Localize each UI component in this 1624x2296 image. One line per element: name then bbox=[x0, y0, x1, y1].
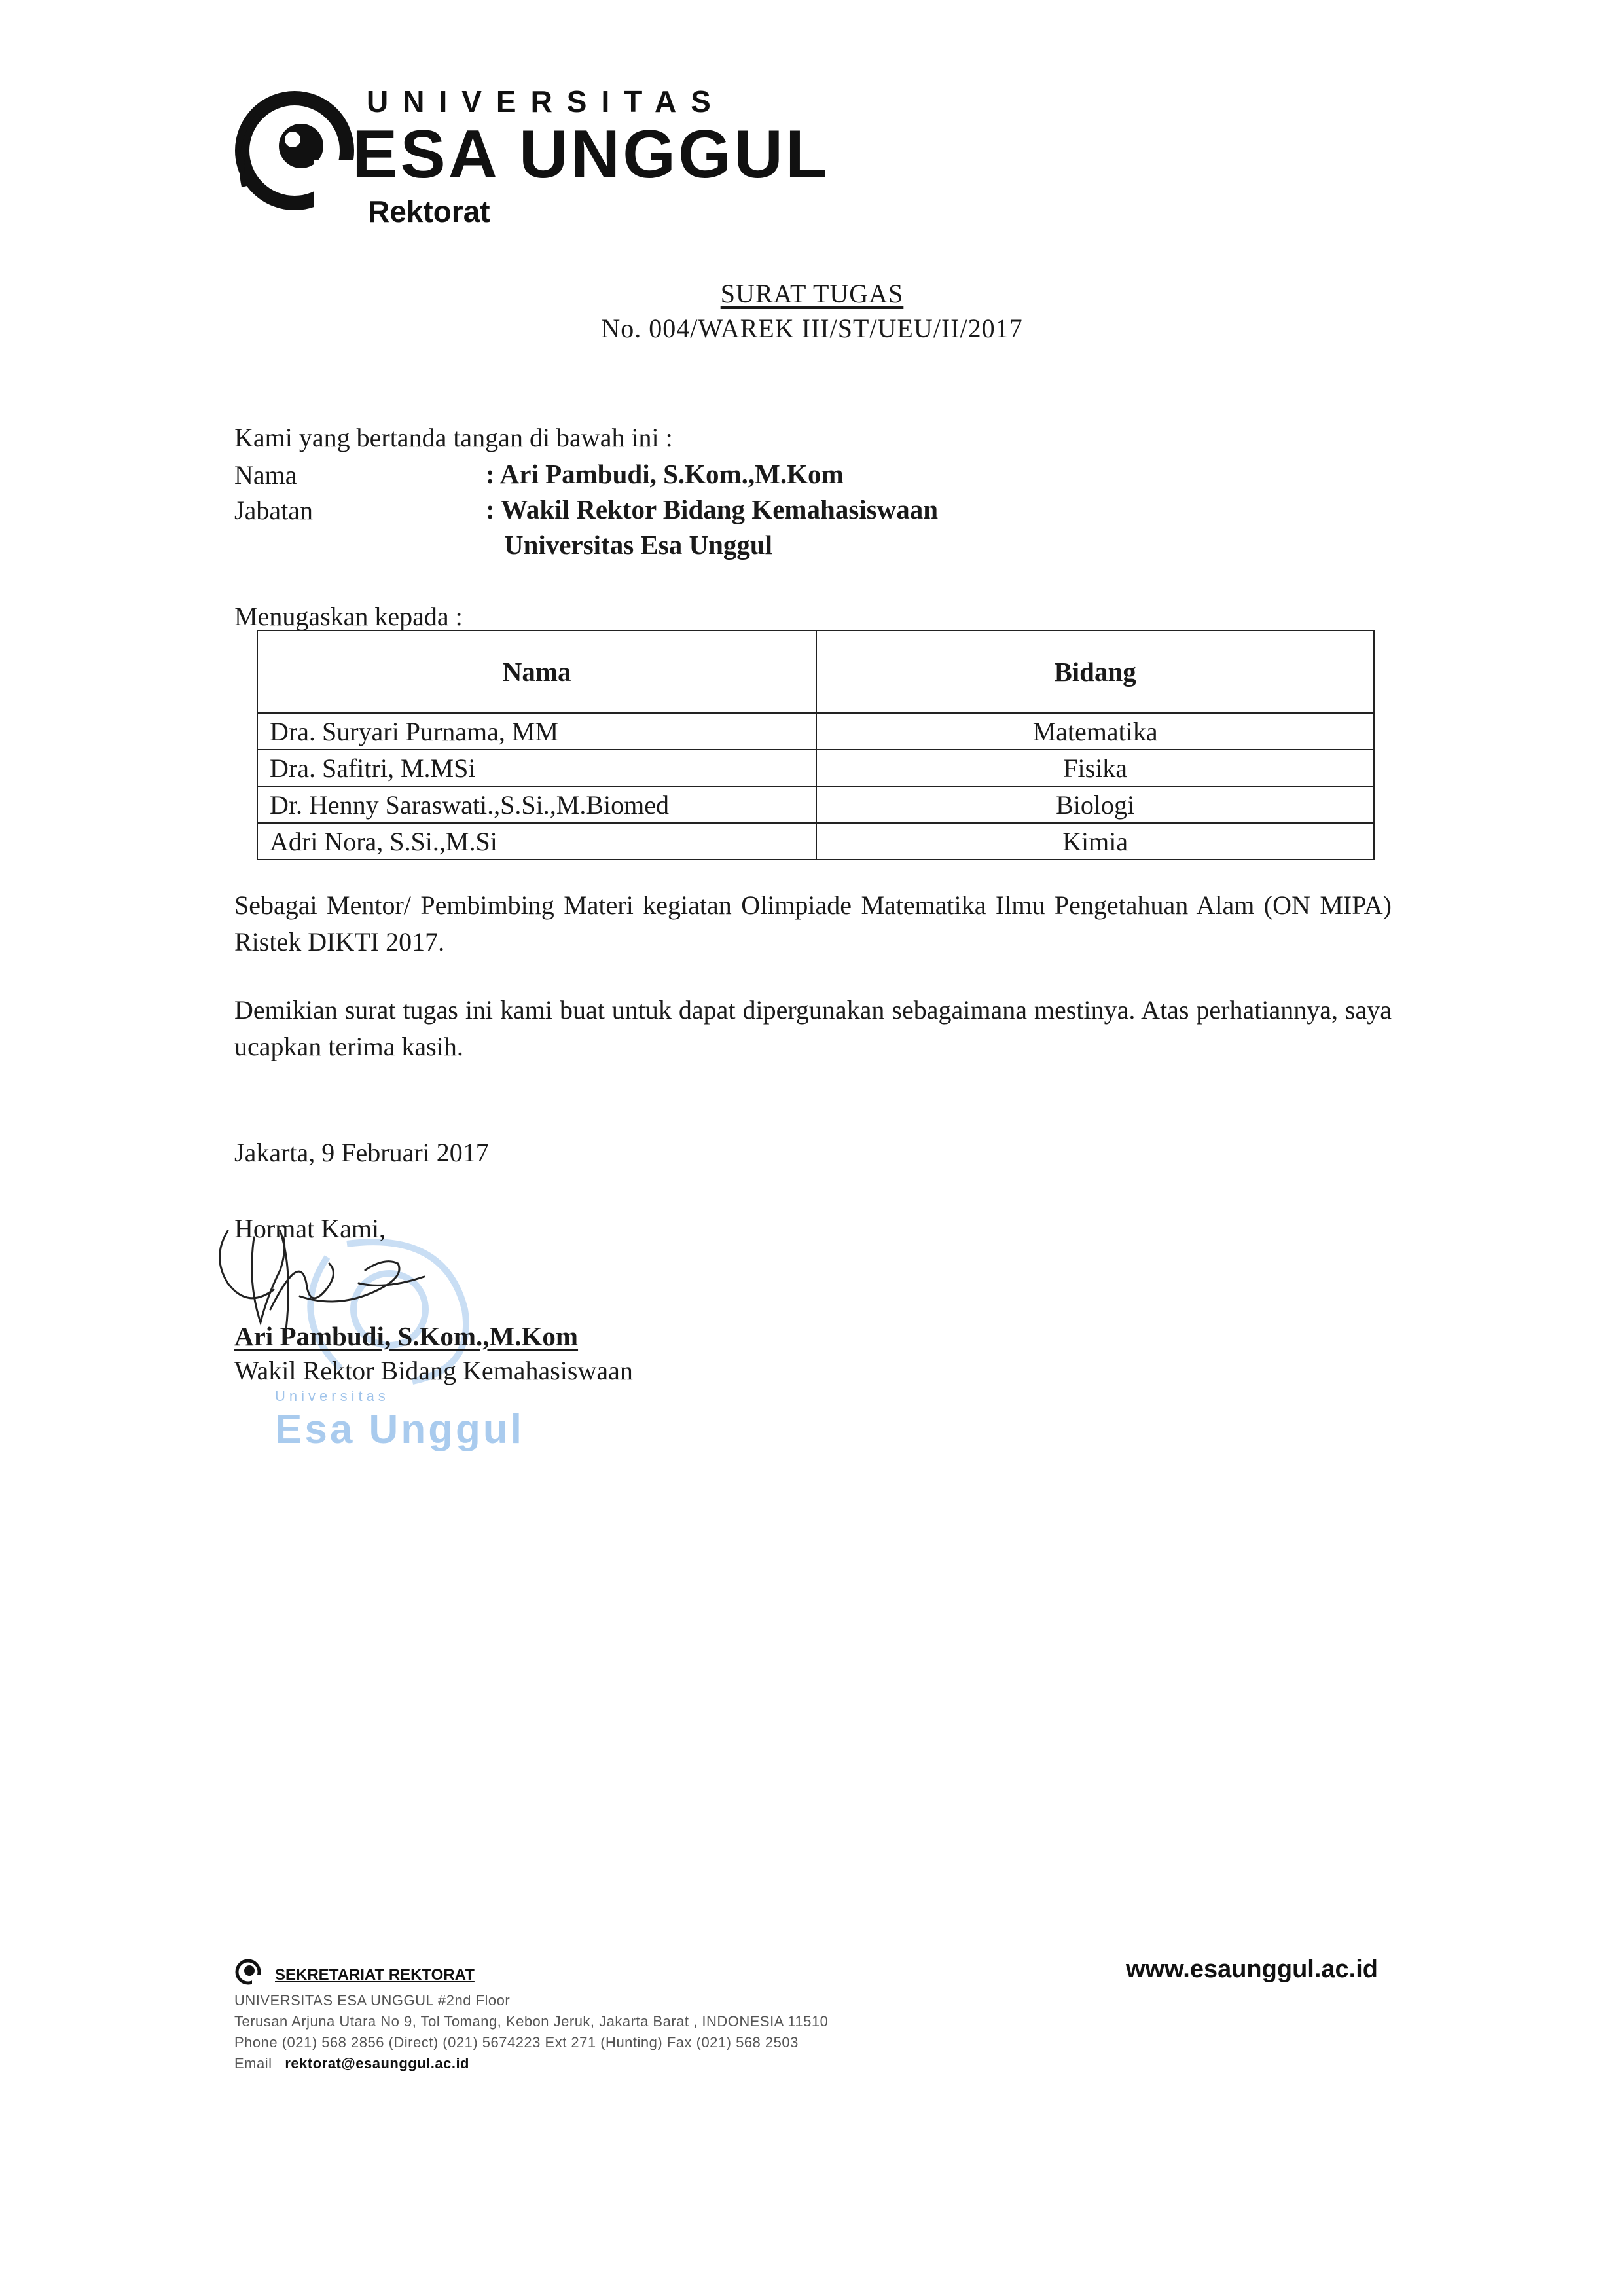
footer-logo bbox=[234, 1958, 262, 1986]
intro-text: Kami yang bertanda tangan di bawah ini : bbox=[234, 423, 673, 452]
assignee-table bbox=[257, 630, 1375, 860]
university-label: UNIVERSITAS bbox=[367, 84, 725, 118]
table-row bbox=[257, 786, 1374, 823]
name-value: : Ari Pambudi, S.Kom.,M.Kom bbox=[486, 459, 844, 489]
footer-unit: SEKRETARIAT REKTORAT bbox=[275, 1966, 475, 1984]
document-title: SURAT TUGAS bbox=[720, 279, 904, 308]
table-row bbox=[257, 750, 1374, 786]
assignee-name: Dr. Henny Saraswati.,S.Si.,M.Biomed bbox=[257, 786, 816, 823]
closing-paragraph: Demikian surat tugas ini kami buat untuk dapat dipergunakan sebagaimana mestinya. Atas perhatiannya, saya ucapkan terima kasih. bbox=[234, 995, 1392, 1061]
footer-email-row bbox=[234, 2055, 469, 2072]
header-nama: Nama bbox=[257, 630, 816, 713]
footer-phone: Phone (021) 568 2856 (Direct) (021) 5674223 Ext 271 (Hunting) Fax (021) 568 2503 bbox=[234, 2034, 799, 2050]
assignee-field: Matematika bbox=[816, 713, 1374, 750]
unit-name: Rektorat bbox=[368, 194, 490, 228]
assignee-field: Kimia bbox=[816, 823, 1374, 860]
footer-email[interactable]: rektorat@esaunggul.ac.id bbox=[285, 2055, 469, 2071]
table-row bbox=[257, 713, 1374, 750]
position-value-institution: Universitas Esa Unggul bbox=[504, 530, 773, 560]
footer-address-floor: UNIVERSITAS ESA UNGGUL #2nd Floor bbox=[234, 1992, 511, 2009]
signer-name: Ari Pambudi, S.Kom.,M.Kom bbox=[234, 1321, 579, 1351]
table-header-row bbox=[257, 630, 1374, 713]
university-name: ESA UNGGUL bbox=[352, 117, 830, 192]
assignment-label: Menugaskan kepada : bbox=[234, 602, 463, 631]
closing-salutation: Hormat Kami, bbox=[234, 1214, 386, 1243]
footer-website[interactable]: www.esaunggul.ac.id bbox=[1126, 1956, 1378, 1983]
assignee-field: Biologi bbox=[816, 786, 1374, 823]
purpose-paragraph: Sebagai Mentor/ Pembimbing Materi kegiatan Olimpiade Matematika Ilmu Pengetahuan Alam (ON MIPA) Ristek DIKTI 2017. bbox=[234, 890, 1392, 957]
stamp-text-large: Esa Unggul bbox=[275, 1407, 525, 1452]
signer-title: Wakil Rektor Bidang Kemahasiswaan bbox=[234, 1356, 633, 1385]
footer-address-street: Terusan Arjuna Utara No 9, Tol Tomang, Kebon Jeruk, Jakarta Barat , INDONESIA 11510 bbox=[234, 2013, 829, 2030]
position-value: : Wakil Rektor Bidang Kemahasiswaan bbox=[486, 494, 939, 524]
stamp-text-small: Universitas bbox=[275, 1388, 389, 1404]
footer-email-label: Email bbox=[234, 2055, 272, 2071]
assignee-name: Dra. Safitri, M.MSi bbox=[257, 750, 816, 786]
assignee-field: Fisika bbox=[816, 750, 1374, 786]
assignee-name: Adri Nora, S.Si.,M.Si bbox=[257, 823, 816, 860]
assignee-name: Dra. Suryari Purnama, MM bbox=[257, 713, 816, 750]
header-bidang: Bidang bbox=[816, 630, 1374, 713]
position-label: Jabatan bbox=[234, 496, 313, 525]
document-number: No. 004/WAREK III/ST/UEU/II/2017 bbox=[601, 314, 1023, 343]
place-date: Jakarta, 9 Februari 2017 bbox=[234, 1138, 489, 1167]
table-row bbox=[257, 823, 1374, 860]
name-label: Nama bbox=[234, 460, 297, 490]
university-logo bbox=[232, 88, 357, 213]
